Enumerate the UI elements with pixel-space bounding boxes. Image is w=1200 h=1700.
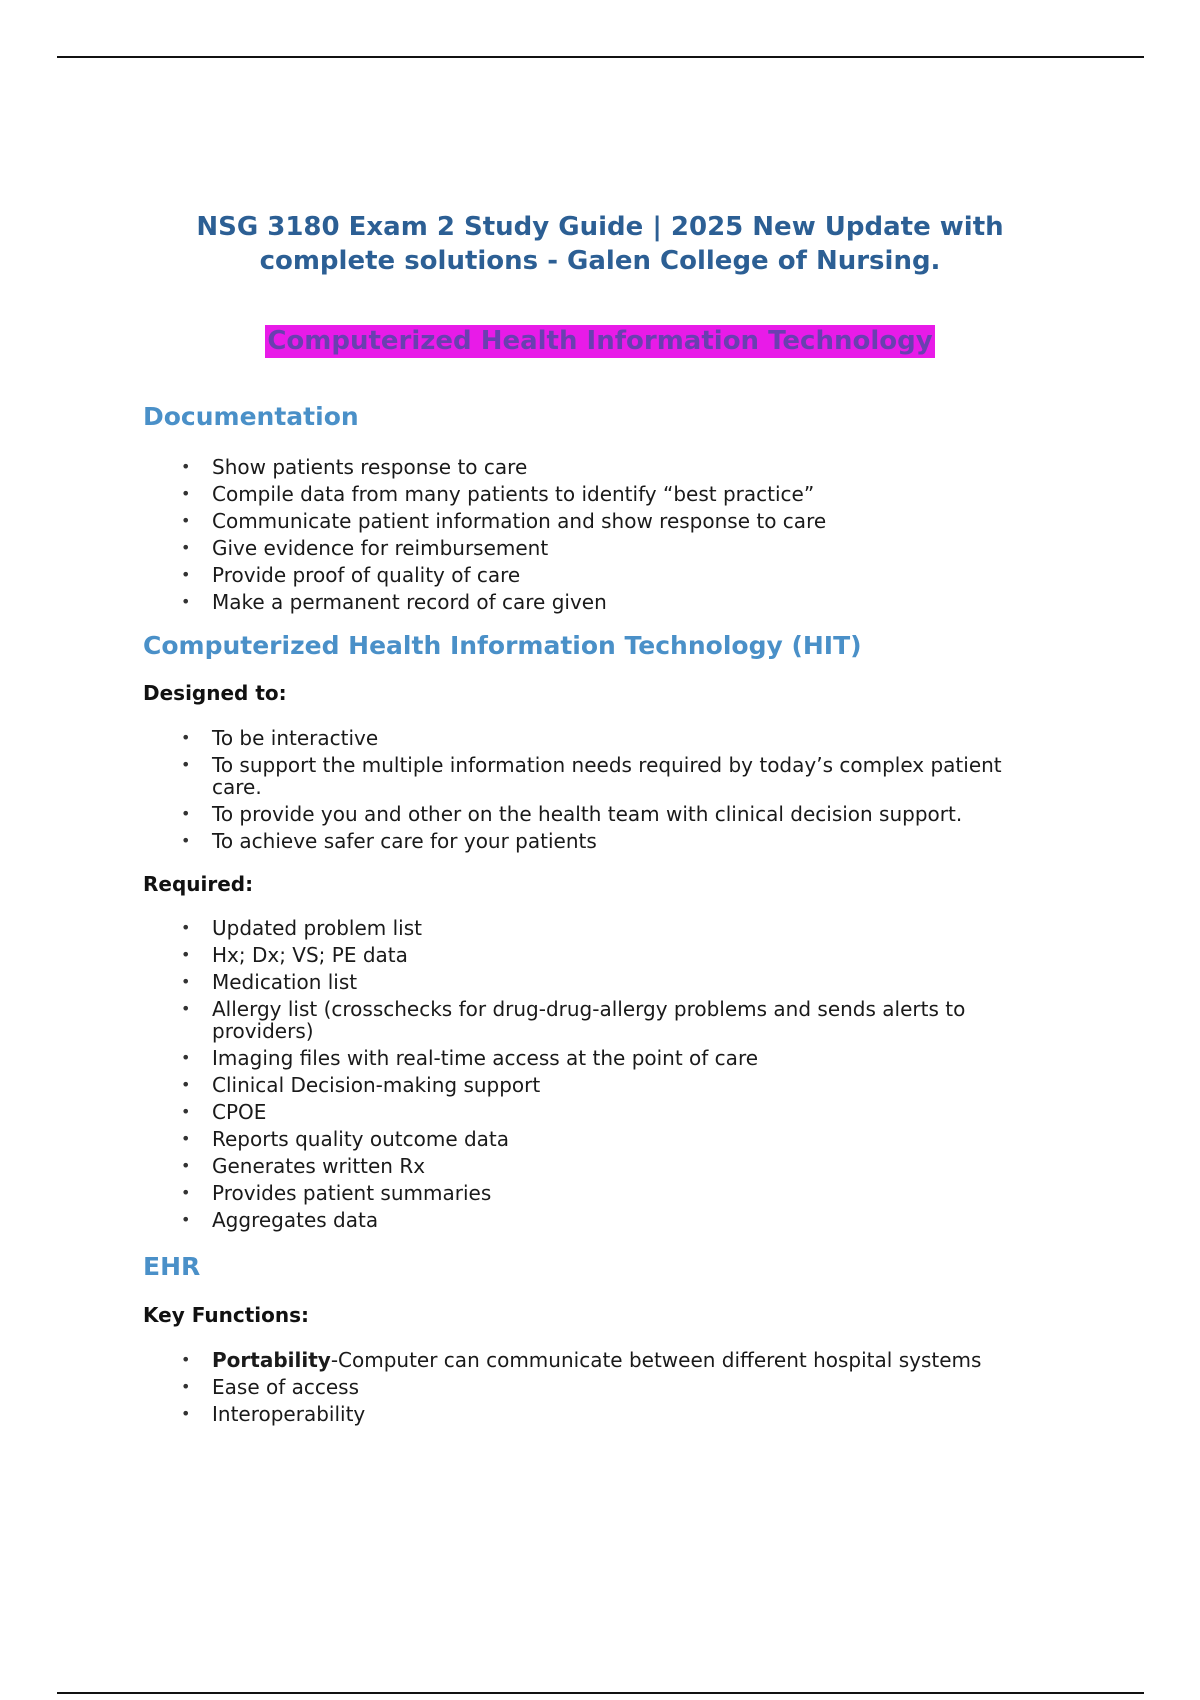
top-rule: [57, 56, 1144, 58]
list-item: • Give evidence for reimbursement: [181, 536, 549, 560]
section-heading-documentation: Documentation: [143, 402, 359, 431]
title-line-1: NSG 3180 Exam 2 Study Guide | 2025 New Update with: [196, 212, 1004, 242]
bullet-icon: •: [181, 565, 191, 584]
required-label: Required:: [143, 872, 254, 896]
list-item: • Hx; Dx; VS; PE data: [181, 943, 408, 967]
bullet-icon: •: [181, 1102, 191, 1121]
designed-to-list: [0, 727, 1100, 857]
list-item: • Provides patient summaries: [181, 1181, 492, 1205]
required-list: [0, 917, 1100, 1236]
bullet-icon: •: [181, 755, 191, 774]
bullet-icon: •: [181, 1350, 191, 1369]
bullet-icon: •: [181, 457, 191, 476]
list-item: • To be interactive: [181, 726, 379, 750]
bullet-icon: •: [181, 511, 191, 530]
title-line-2: complete solutions - Galen College of Nursing.: [259, 246, 941, 276]
list-item: • Communicate patient information and show response to care: [181, 509, 827, 533]
list-item: • To achieve safer care for your patients: [181, 829, 597, 853]
highlight-banner: [0, 325, 1200, 358]
list-item: • Interoperability: [181, 1402, 366, 1426]
bullet-icon: •: [181, 1183, 191, 1202]
section-heading-hit: Computerized Health Information Technology (HIT): [143, 631, 862, 660]
list-item: • Make a permanent record of care given: [181, 590, 607, 614]
bullet-icon: •: [181, 1075, 191, 1094]
list-item: • Show patients response to care: [181, 455, 528, 479]
bullet-icon: •: [181, 1377, 191, 1396]
bullet-icon: •: [181, 592, 191, 611]
section-heading-ehr: EHR: [143, 1252, 201, 1281]
list-item: • Ease of access: [181, 1375, 360, 1399]
bullet-icon: •: [181, 804, 191, 823]
list-item: • Provide proof of quality of care: [181, 563, 521, 587]
portability-term: Portability: [212, 1348, 331, 1372]
list-item: • Clinical Decision-making support: [181, 1073, 541, 1097]
list-item: • To provide you and other on the health team with clinical decision support.: [181, 802, 963, 826]
list-item: • Aggregates data: [181, 1208, 379, 1232]
bullet-icon: •: [181, 945, 191, 964]
highlight-text: Computerized Health Information Technology: [267, 326, 933, 356]
bullet-icon: •: [181, 831, 191, 850]
bullet-icon: •: [181, 484, 191, 503]
list-item: • Reports quality outcome data: [181, 1127, 510, 1151]
document-title: [120, 210, 1080, 278]
bullet-icon: •: [181, 999, 191, 1018]
bullet-icon: •: [181, 538, 191, 557]
bottom-rule: [57, 1692, 1144, 1694]
list-item: • CPOE: [181, 1100, 267, 1124]
list-item: • Imaging files with real-time access at the point of care: [181, 1046, 759, 1070]
list-item: • Medication list: [181, 970, 358, 994]
bullet-icon: •: [181, 1156, 191, 1175]
list-item: • Compile data from many patients to identify “best practice”: [181, 482, 815, 506]
bullet-icon: •: [181, 1129, 191, 1148]
list-item: [0, 1349, 1100, 1371]
portability-desc: -Computer can communicate between different hospital systems: [330, 1348, 982, 1372]
list-item: • To support the multiple information needs required by today’s complex patient care.: [181, 753, 1002, 799]
list-item: • Updated problem list: [181, 916, 422, 940]
bullet-icon: •: [181, 972, 191, 991]
bullet-icon: •: [181, 1210, 191, 1229]
bullet-icon: •: [181, 1404, 191, 1423]
key-functions-label: Key Functions:: [143, 1303, 310, 1327]
bullet-icon: •: [181, 1048, 191, 1067]
ehr-list: [0, 1349, 1100, 1430]
list-item: • Allergy list (crosschecks for drug-drug-allergy problems and sends alerts to providers): [181, 997, 966, 1043]
documentation-list: [0, 456, 1100, 618]
bullet-icon: •: [181, 918, 191, 937]
bullet-icon: •: [181, 728, 191, 747]
designed-to-label: Designed to:: [143, 681, 287, 705]
list-item: • Generates written Rx: [181, 1154, 426, 1178]
